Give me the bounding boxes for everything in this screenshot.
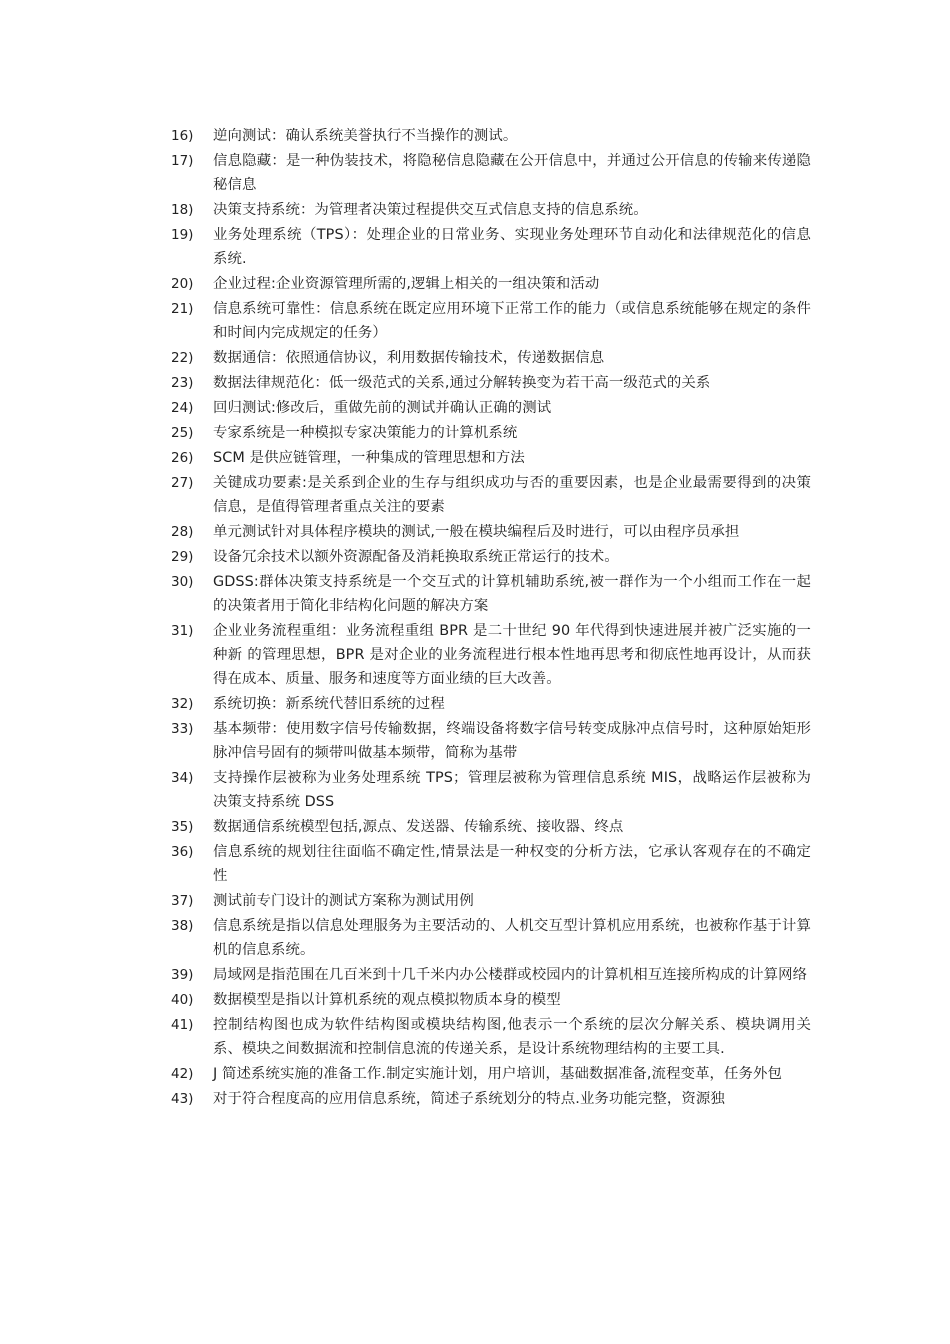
item-number: 32) [171,696,194,712]
list-item [171,198,811,222]
item-number: 40) [171,992,194,1008]
list-item [171,766,811,814]
item-number: 23) [171,375,194,391]
list-item [171,692,811,716]
list-item [171,396,811,420]
item-number: 39) [171,967,194,983]
item-text: 信息隐藏：是一种伪装技术，将隐秘信息隐藏在公开信息中，并通过公开信息的传输来传递隐秘信息 [213,153,811,193]
item-number: 41) [171,1017,194,1033]
list-item [171,570,811,618]
list-item [171,346,811,370]
item-number: 20) [171,276,194,292]
item-number: 16) [171,128,194,144]
item-number: 43) [171,1091,194,1107]
list-item [171,124,811,148]
item-text: 基本频带：使用数字信号传输数据，终端设备将数字信号转变成脉冲点信号时，这种原始矩形脉冲信号固有的频带叫做基本频带，简称为基带 [213,721,811,761]
list-item [171,914,811,962]
item-number: 30) [171,574,194,590]
item-number: 29) [171,549,194,565]
item-number: 35) [171,819,194,835]
item-number: 36) [171,844,194,860]
item-number: 24) [171,400,194,416]
item-text: J 简述系统实施的准备工作.制定实施计划，用户培训，基础数据准备,流程变革，任务外包 [213,1066,783,1082]
item-text: 支持操作层被称为业务处理系统 TPS；管理层被称为管理信息系统 MIS，战略运作层被称为决策支持系统 DSS [213,770,811,810]
item-text: 信息系统可靠性：信息系统在既定应用环境下正常工作的能力（或信息系统能够在规定的条件和时间内完成规定的任务） [213,301,811,341]
item-text: 单元测试针对具体程序模块的测试,一般在模块编程后及时进行，可以由程序员承担 [213,524,740,540]
item-number: 22) [171,350,194,366]
item-text: 专家系统是一种模拟专家决策能力的计算机系统 [213,425,518,441]
list-item [171,988,811,1012]
definition-list [171,124,811,1112]
list-item [171,815,811,839]
item-text: 企业业务流程重组：业务流程重组 BPR 是二十世纪 90 年代得到快速进展并被广泛实施的一种新 的管理思想，BPR 是对企业的业务流程进行根本性地再思考和彻底性地再设计，从而获得在成本、质量、服务和速度等方面业绩的巨大改善。 [213,623,811,687]
item-text: 信息系统的规划往往面临不确定性,情景法是一种权变的分析方法，它承认客观存在的不确定性 [213,844,811,884]
list-item [171,840,811,888]
item-number: 19) [171,227,194,243]
item-text: 信息系统是指以信息处理服务为主要活动的、人机交互型计算机应用系统，也被称作基于计算机的信息系统。 [213,918,811,958]
list-item [171,371,811,395]
item-number: 33) [171,721,194,737]
list-item [171,717,811,765]
list-item [171,471,811,519]
list-item [171,545,811,569]
item-text: GDSS:群体决策支持系统是一个交互式的计算机辅助系统,被一群作为一个小组而工作在一起的决策者用于简化非结构化问题的解决方案 [213,574,811,614]
item-text: 测试前专门设计的测试方案称为测试用例 [213,893,474,909]
list-item [171,963,811,987]
list-item [171,297,811,345]
list-item [171,619,811,691]
item-text: SCM 是供应链管理，一种集成的管理思想和方法 [213,450,525,466]
item-number: 25) [171,425,194,441]
item-text: 逆向测试：确认系统美誉执行不当操作的测试。 [213,128,518,144]
list-item [171,1087,811,1111]
item-number: 28) [171,524,194,540]
list-item [171,223,811,271]
item-text: 局域网是指范围在几百米到十几千米内办公楼群或校园内的计算机相互连接所构成的计算网络 [213,967,808,983]
item-number: 17) [171,153,194,169]
item-text: 回归测试:修改后，重做先前的测试并确认正确的测试 [213,400,552,416]
list-item [171,149,811,197]
item-text: 决策支持系统：为管理者决策过程提供交互式信息支持的信息系统。 [213,202,648,218]
list-item [171,272,811,296]
item-text: 企业过程:企业资源管理所需的,逻辑上相关的一组决策和活动 [213,276,600,292]
item-text: 业务处理系统（TPS）：处理企业的日常业务、实现业务处理环节自动化和法律规范化的信息系统. [213,227,811,267]
item-text: 数据法律规范化：低一级范式的关系,通过分解转换变为若干高一级范式的关系 [213,375,711,391]
item-text: 数据通信：依照通信协议，利用数据传输技术，传递数据信息 [213,350,605,366]
item-number: 37) [171,893,194,909]
item-text: 设备冗余技术以额外资源配备及消耗换取系统正常运行的技术。 [213,549,619,565]
item-number: 18) [171,202,194,218]
item-number: 42) [171,1066,194,1082]
item-number: 27) [171,475,194,491]
item-text: 对于符合程度高的应用信息系统，简述子系统划分的特点.业务功能完整，资源独 [213,1091,725,1107]
list-item [171,1062,811,1086]
item-text: 系统切换：新系统代替旧系统的过程 [213,696,445,712]
item-text: 数据通信系统模型包括,源点、发送器、传输系统、接收器、终点 [213,819,624,835]
list-item [171,446,811,470]
list-item [171,421,811,445]
list-item [171,1013,811,1061]
item-text: 关键成功要素:是关系到企业的生存与组织成功与否的重要因素，也是企业最需要得到的决策信息，是值得管理者重点关注的要素 [213,475,811,515]
item-text: 数据模型是指以计算机系统的观点模拟物质本身的模型 [213,992,561,1008]
list-item [171,889,811,913]
item-number: 38) [171,918,194,934]
item-text: 控制结构图也成为软件结构图或模块结构图,他表示一个系统的层次分解关系、模块调用关系、模块之间数据流和控制信息流的传递关系，是设计系统物理结构的主要工具. [213,1017,811,1057]
list-item [171,520,811,544]
item-number: 31) [171,623,194,639]
item-number: 34) [171,770,194,786]
item-number: 21) [171,301,194,317]
item-number: 26) [171,450,194,466]
